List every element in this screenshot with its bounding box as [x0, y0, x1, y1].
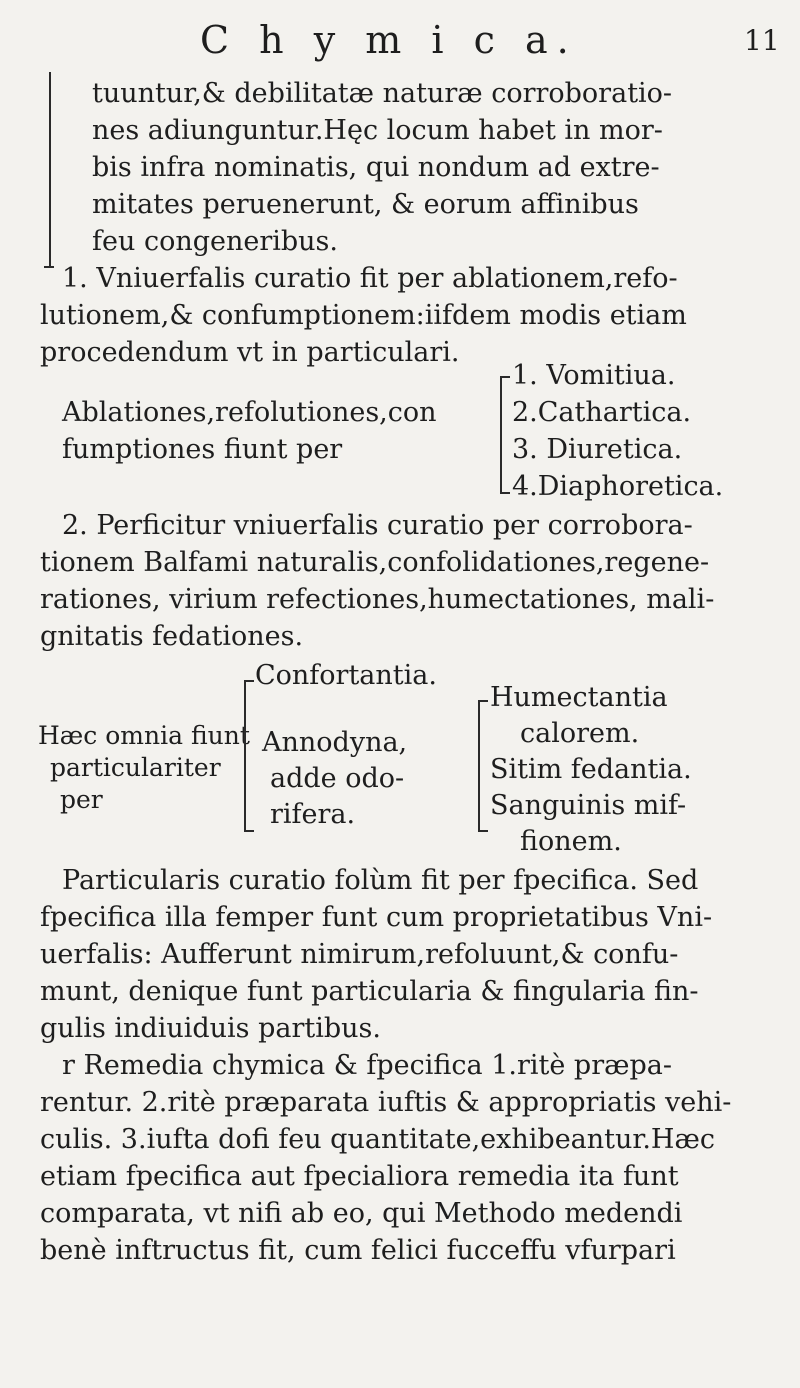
table2-right-line: Humectantia	[490, 682, 668, 713]
text-line: gulis indiuiduis partibus.	[40, 1013, 381, 1044]
text-line: bis infra nominatis, qui nondum ad extre-	[92, 152, 660, 183]
margin-bracket	[49, 72, 51, 268]
text-line: etiam fpecifica aut fpecialiora remedia ita funt	[40, 1161, 679, 1192]
running-title: C h y m i c a.	[200, 18, 578, 62]
text-line: nes adiunguntur.Hęc locum habet in mor-	[92, 115, 663, 146]
text-line: feu congeneribus.	[92, 226, 338, 257]
text-line: fpecifica illa femper funt cum proprietatibus Vni-	[40, 902, 713, 933]
text-line: benè inftructus fit, cum felici fucceffu vfurpari	[40, 1235, 676, 1266]
table1-left-line: Ablationes,refolutiones,con	[62, 397, 437, 428]
table1-item: 3. Diuretica.	[512, 434, 683, 465]
table2-right-line: fionem.	[520, 826, 622, 857]
table2-middle-line: adde odo-	[270, 763, 405, 794]
text-line: tuuntur,& debilitatæ naturæ corroboratio-	[92, 78, 673, 109]
text-line: 1. Vniuerfalis curatio fit per ablationem,refo-	[62, 263, 678, 294]
text-line: rentur. 2.ritè præparata iuftis & appropriatis vehi-	[40, 1087, 732, 1118]
table2-top-item: Confortantia.	[255, 660, 437, 691]
text-line: r Remedia chymica & fpecifica 1.ritè præpa-	[62, 1050, 673, 1081]
table2-left-line: Hæc omnia fiunt	[38, 721, 250, 750]
margin-bracket-foot	[44, 266, 54, 268]
text-line: 2. Perficitur vniuerfalis curatio per corrobora-	[62, 510, 693, 541]
text-line: mitates peruenerunt, & eorum affinibus	[92, 189, 639, 220]
text-line: culis. 3.iufta dofi feu quantitate,exhibeantur.Hæc	[40, 1124, 715, 1155]
text-line: Particularis curatio folùm fit per fpecifica. Sed	[62, 865, 699, 896]
table1-item: 4.Diaphoretica.	[512, 471, 724, 502]
text-line: rationes, virium refectiones,humectationes, mali-	[40, 584, 715, 615]
table2-middle-line: rifera.	[270, 799, 356, 830]
text-line: comparata, vt nifi ab eo, qui Methodo medendi	[40, 1198, 683, 1229]
table2-right-line: calorem.	[520, 718, 640, 749]
table2-right-line: Sanguinis mif-	[490, 790, 687, 821]
text-line: tionem Balfami naturalis,confolidationes,regene-	[40, 547, 710, 578]
text-line: lutionem,& confumptionem:iifdem modis etiam	[40, 300, 687, 331]
table1-brace	[500, 376, 502, 494]
table2-left-line: particulariter	[50, 753, 221, 782]
table2-brace-right	[478, 700, 480, 832]
table2-right-line: Sitim fedantia.	[490, 754, 692, 785]
page-number: 11	[744, 24, 780, 57]
table1-item: 2.Cathartica.	[512, 397, 692, 428]
text-line: munt, denique funt particularia & fingularia fin-	[40, 976, 699, 1007]
table2-brace-main	[244, 680, 246, 832]
table2-middle-line: Annodyna,	[262, 727, 408, 758]
text-line: uerfalis: Aufferunt nimirum,refoluunt,& confu-	[40, 939, 679, 970]
text-line: procedendum vt in particulari.	[40, 337, 460, 368]
table2-left-line: per	[60, 785, 103, 814]
table1-item: 1. Vomitiua.	[512, 360, 676, 391]
text-line: gnitatis fedationes.	[40, 621, 304, 652]
table1-left-line: fumptiones fiunt per	[62, 434, 343, 465]
